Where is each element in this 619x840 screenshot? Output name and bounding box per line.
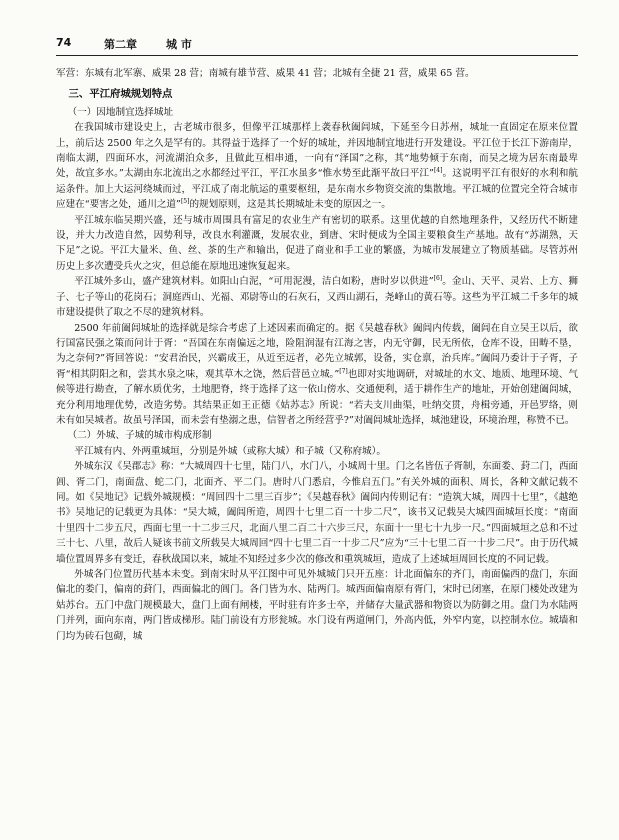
paragraph: 平江城东临吴期兴盛，还与城市周围具有富足的农业生产有密切的联系。这里优越的自然地理条件，又经历代不断建设，并大力改造自然，因势利导，改良水利灌溉，发展农业，到唐、宋时便成为全国主要粮食生产基地。故有“苏湖熟，天下足”之说。平江大量米、鱼、丝、茶的生产和输出，促进了商业和手工业的繁盛，为城市发展建立了物质基础。尽管苏州历史上多次遭受兵火之灾，但总能在原地迅速恢复起来。 xyxy=(56,214,578,272)
footnote-ref: [6] xyxy=(433,275,443,283)
page-number: 74 xyxy=(56,36,72,49)
header-rule xyxy=(56,55,578,56)
paragraph: 平江城有内、外两重城垣，分别是外城（或称大城）和子城（又称府城）。 xyxy=(74,445,387,457)
chapter-label: 第二章 xyxy=(104,38,137,51)
footnote-ref: [7] xyxy=(339,367,348,375)
subsection-heading: （一）因地制宜选择城址 xyxy=(67,106,174,118)
subsection-heading: （二）外城、子城的城市构成形制 xyxy=(67,430,212,442)
running-header xyxy=(56,36,576,54)
paragraph: 外城各门位置历代基本未变。到南宋时从平江图中可见外城城门只开五座：计北面偏东的齐门，南面偏西的盘门，东面偏北的娄门，偏南的葑门，西面偏北的阊门。各门皆为水、陆两门。城西面偏南原有胥门，宋时已闭塞，在原门楼处改建为姑苏台。五门中盘门规模最大，盘门上面有闸楼，平时驻有许多士卒，并储存大量武器和物资以为防御之用。盘门为水陆两门并列，面向东南，两门皆成梯形。陆门前设有方形瓮城。水门设有两道闸门，外高内低，外窄内宽，以控制水位。城墙和门均为砖石包砌，城 xyxy=(56,569,578,642)
paragraph: 2500 年前阖闾城址的选择就是综合考虑了上述因素而确定的。据《吴越春秋》阖闾内传载，阖闾在自立吴王以后，欲行国富民强之策而问计于胥：“吾国在东南偏远之地，险阻润湿有江海之害，内无守御，民无所依，仓库不设，田畴不垦，为之奈何?”胥回答说：“安君治民，兴霸成王，从近至远者，必先立城郭，设备，实仓禀，治兵库。”阖闾乃委计于子胥，子胥“相其阴阳之和，尝其水泉之味，观其草木之饶，然后营邑立城。”[7]也即对实地调研，对城址的水文、地质、地理环境、气候等进行勘查，了解水质优劣，土地肥脊，终于选择了这一依山傍水、交通便利，适于耕作生产的地址，开始创建阖闾城，充分利用地理优势，改造劣势。其结果正如王正德《姑苏志》所说：“若夫支川曲渠，吐纳交贯，舟楫旁通，开邑罗络，则未有如吴城者。故虽号泽国，而未尝有垫溺之患，信智者之所经营乎?”对阖闾城址选择，城池建设，环境治理，称赞不已。 xyxy=(56,322,579,426)
paragraph: 平江城外多山，盛产建筑材料。如阳山白泥，“可用泥漫，洁白如粉，唐时岁以供进”[6]。金山、天平、灵岩、上方、狮子、七子等山的花岗石；洞庭西山、光福、邓尉等山的石灰石，又西山湖石，尧峰山的黄石等。这些为平江城二千多年的城市建设提供了取之不尽的建筑材料。 xyxy=(56,275,579,319)
chapter-title: 城 市 xyxy=(166,38,192,51)
body-text xyxy=(56,66,578,644)
footnote-ref: [5] xyxy=(180,198,190,206)
paragraph: 在我国城市建设史上，古老城市很多，但像平江城那样上袭春秋阖闾城，下延至今日苏州，城址一直固定在原来位置上，前后达 2500 年之久是罕有的。其得益于选择了一个好的城址，并因地制宜地进行开发建设。平江位于长江下游南岸，南临太湖，四面环水，河流湖泊众多，且做此互相串通，一向有“泽国”之称，其“地势倾于东南，而吴之境为居东南最卑处，故宜多水。”太湖由东北流出之水都经过平江，平江水虽多“惟水势至此渐平故曰平江”[4]。这说明平江有很好的水利和航运条件。加上大运河绕城而过，平江成了南北航运的重要枢纽，是东南水乡物资交流的集散地。平江城的位置完全符合城市应建在“要害之处，通川之道”[5]的规划原则，这是其长期城址未变的原因之一。 xyxy=(56,122,579,211)
paragraph: 外城东汉《吴郡志》称：“大城周四十七里，陆门八，水门八，小城周十里。门之名皆伍子胥制，东面娄、葑二门，西面阊、胥二门，南面盘、蛇二门，北面齐、平二门。唐时八门悉启，今惟启五门。”有关外城的面积、周长，各种文献记载不同。如《吴地记》记载外城规模：“周回四十二里三百步”；《吴越春秋》阖闾内传则记有：“造筑大城，周四十七里”，《越绝书》吴地记的记载更为具体：“吴大城，阖闾所造，周四十七里二百一十步二尺”，该书又记载吴大城四面城垣长度：“南面十里四十二步五尺，西面七里一十二步三尺，北面八里二百二十六步三尺，东面十一里七十九步一尺。”四面城垣之总和不过三十七、八里，故后人疑该书前文所载吴大城周回“四十七里二百一十步二尺”应为“三十七里二百一十步二尺”。由于历代城墙位置周界多有变迁，春秋战国以来，城址不知经过多少次的修改和重筑城垣，造成了上述城垣周回长度的不同记载。 xyxy=(56,461,579,565)
paragraph: 军营：东城有北军寨、威果 28 营；南城有雄节营、威果 41 营；北城有全捷 21 营，威果 65 营。 xyxy=(56,68,475,79)
section-heading: 三、平江府城规划特点 xyxy=(68,88,173,101)
footnote-ref: [4] xyxy=(433,167,443,175)
